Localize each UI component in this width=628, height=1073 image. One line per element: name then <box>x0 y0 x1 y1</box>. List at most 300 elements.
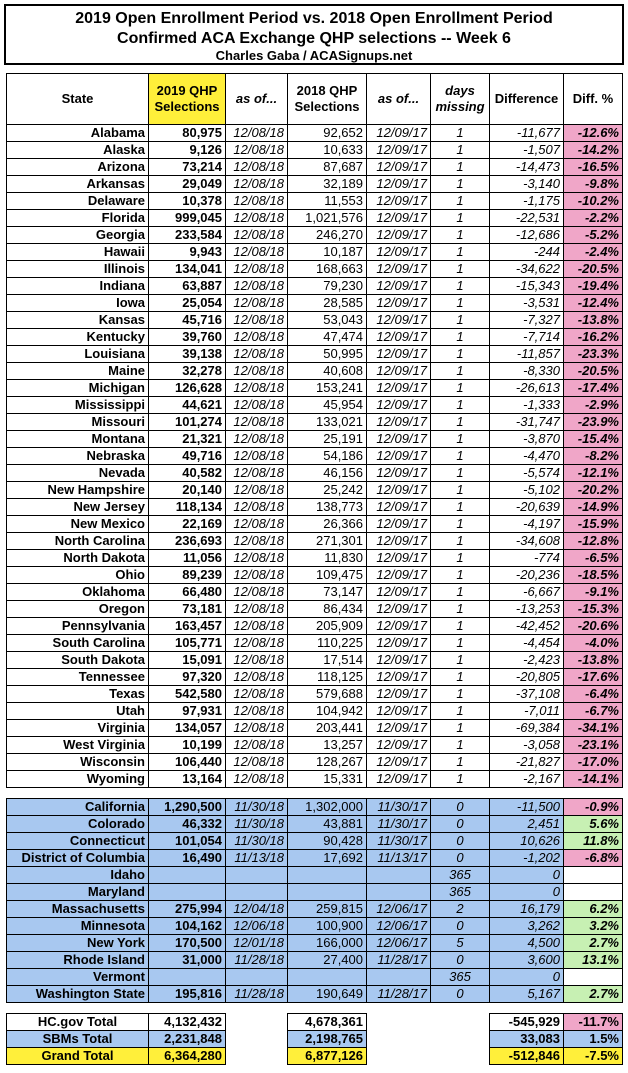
selections-2018-cell: 118,125 <box>288 669 367 686</box>
difference-cell: 5,167 <box>490 986 564 1003</box>
diff-pct-cell: -23.1% <box>564 737 623 754</box>
as-of-2019-cell: 12/08/18 <box>226 601 288 618</box>
as-of-2019-cell: 12/08/18 <box>226 771 288 788</box>
state-row <box>7 193 623 210</box>
selections-2019-cell: 4,132,432 <box>149 1014 226 1031</box>
as-of-2019-cell: 12/08/18 <box>226 720 288 737</box>
selections-2019-cell: 97,320 <box>149 669 226 686</box>
selections-2018-cell: 168,663 <box>288 261 367 278</box>
diff-pct-cell: -16.2% <box>564 329 623 346</box>
state-cell: Alabama <box>7 125 149 142</box>
difference-cell: -1,507 <box>490 142 564 159</box>
diff-pct-cell: -34.1% <box>564 720 623 737</box>
days-missing-cell: 1 <box>431 363 490 380</box>
diff-pct-cell <box>564 969 623 986</box>
as-of-2018-cell <box>367 884 431 901</box>
difference-cell: -7,714 <box>490 329 564 346</box>
diff-pct-cell: -4.0% <box>564 635 623 652</box>
selections-2018-cell: 54,186 <box>288 448 367 465</box>
diff-pct-cell: 1.5% <box>564 1031 623 1048</box>
selections-2019-cell <box>149 867 226 884</box>
days-missing-cell: 1 <box>431 771 490 788</box>
total-row <box>7 1031 623 1048</box>
state-cell: Connecticut <box>7 833 149 850</box>
difference-cell: -5,102 <box>490 482 564 499</box>
diff-pct-cell: 2.7% <box>564 935 623 952</box>
difference-cell: -7,327 <box>490 312 564 329</box>
state-cell: Delaware <box>7 193 149 210</box>
as-of-2019-cell <box>226 884 288 901</box>
difference-cell: -11,500 <box>490 799 564 816</box>
state-row <box>7 533 623 550</box>
state-row <box>7 499 623 516</box>
as-of-2019-cell: 12/08/18 <box>226 261 288 278</box>
state-row <box>7 601 623 618</box>
diff-pct-cell: -20.6% <box>564 618 623 635</box>
state-cell: South Carolina <box>7 635 149 652</box>
difference-cell: -1,175 <box>490 193 564 210</box>
as-of-2018-cell <box>367 1014 431 1031</box>
state-cell: Arizona <box>7 159 149 176</box>
state-row <box>7 550 623 567</box>
state-row <box>7 176 623 193</box>
state-row <box>7 210 623 227</box>
diff-pct-cell: -6.5% <box>564 550 623 567</box>
days-missing-cell: 1 <box>431 720 490 737</box>
difference-cell: -4,470 <box>490 448 564 465</box>
as-of-2018-cell: 12/09/17 <box>367 771 431 788</box>
state-cell: Hawaii <box>7 244 149 261</box>
state-cell: New Jersey <box>7 499 149 516</box>
days-missing-cell: 365 <box>431 867 490 884</box>
difference-cell: 0 <box>490 867 564 884</box>
difference-cell: -512,846 <box>490 1048 564 1065</box>
diff-pct-cell: -20.5% <box>564 363 623 380</box>
selections-2018-cell: 43,881 <box>288 816 367 833</box>
selections-2018-cell: 28,585 <box>288 295 367 312</box>
as-of-2018-cell: 12/09/17 <box>367 737 431 754</box>
state-cell: Wyoming <box>7 771 149 788</box>
selections-2019-cell: 97,931 <box>149 703 226 720</box>
as-of-2019-cell <box>226 867 288 884</box>
days-missing-cell: 1 <box>431 567 490 584</box>
as-of-2018-cell: 12/09/17 <box>367 584 431 601</box>
as-of-2019-cell: 12/08/18 <box>226 193 288 210</box>
header-2018-selections: 2018 QHP Selections <box>288 74 367 125</box>
state-cell: HC.gov Total <box>7 1014 149 1031</box>
selections-2018-cell: 259,815 <box>288 901 367 918</box>
as-of-2019-cell: 12/08/18 <box>226 448 288 465</box>
difference-cell: -8,330 <box>490 363 564 380</box>
state-cell: Grand Total <box>7 1048 149 1065</box>
as-of-2018-cell: 12/09/17 <box>367 159 431 176</box>
selections-2019-cell: 1,290,500 <box>149 799 226 816</box>
selections-2018-cell: 4,678,361 <box>288 1014 367 1031</box>
selections-2019-cell: 170,500 <box>149 935 226 952</box>
diff-pct-cell: -20.2% <box>564 482 623 499</box>
selections-2018-cell: 271,301 <box>288 533 367 550</box>
selections-2019-cell: 163,457 <box>149 618 226 635</box>
state-cell: Illinois <box>7 261 149 278</box>
as-of-2019-cell <box>226 1014 288 1031</box>
selections-2019-cell: 9,126 <box>149 142 226 159</box>
difference-cell: -37,108 <box>490 686 564 703</box>
state-cell: California <box>7 799 149 816</box>
as-of-2018-cell: 12/09/17 <box>367 278 431 295</box>
diff-pct-cell: -16.5% <box>564 159 623 176</box>
state-row <box>7 686 623 703</box>
report-title-box <box>4 4 624 65</box>
difference-cell: -22,531 <box>490 210 564 227</box>
selections-2019-cell: 31,000 <box>149 952 226 969</box>
difference-cell: 2,451 <box>490 816 564 833</box>
selections-2018-cell: 110,225 <box>288 635 367 652</box>
days-missing-cell: 1 <box>431 601 490 618</box>
difference-cell: -15,343 <box>490 278 564 295</box>
state-cell: Idaho <box>7 867 149 884</box>
sbm-state-row <box>7 901 623 918</box>
as-of-2018-cell: 11/30/17 <box>367 799 431 816</box>
days-missing-cell: 1 <box>431 125 490 142</box>
as-of-2019-cell: 12/08/18 <box>226 686 288 703</box>
selections-2018-cell: 50,995 <box>288 346 367 363</box>
diff-pct-cell: -14.1% <box>564 771 623 788</box>
selections-2019-cell: 126,628 <box>149 380 226 397</box>
days-missing-cell: 1 <box>431 159 490 176</box>
state-cell: West Virginia <box>7 737 149 754</box>
as-of-2019-cell <box>226 1048 288 1065</box>
diff-pct-cell: -17.4% <box>564 380 623 397</box>
state-row <box>7 618 623 635</box>
diff-pct-cell: 5.6% <box>564 816 623 833</box>
selections-2019-cell <box>149 969 226 986</box>
report-author: Charles Gaba / ACASignups.net <box>215 48 413 63</box>
difference-cell: -3,140 <box>490 176 564 193</box>
as-of-2018-cell: 12/09/17 <box>367 312 431 329</box>
selections-2018-cell: 138,773 <box>288 499 367 516</box>
selections-2018-cell: 1,021,576 <box>288 210 367 227</box>
diff-pct-cell: -5.2% <box>564 227 623 244</box>
as-of-2018-cell: 12/09/17 <box>367 652 431 669</box>
sbm-state-row <box>7 799 623 816</box>
state-cell: South Dakota <box>7 652 149 669</box>
as-of-2019-cell: 12/08/18 <box>226 414 288 431</box>
selections-2018-cell: 15,331 <box>288 771 367 788</box>
state-row <box>7 295 623 312</box>
as-of-2018-cell: 12/09/17 <box>367 499 431 516</box>
selections-2018-cell: 73,147 <box>288 584 367 601</box>
selections-2019-cell: 16,490 <box>149 850 226 867</box>
state-row <box>7 380 623 397</box>
state-cell: Washington State <box>7 986 149 1003</box>
selections-2019-cell: 29,049 <box>149 176 226 193</box>
days-missing-cell: 1 <box>431 754 490 771</box>
state-row <box>7 567 623 584</box>
diff-pct-cell: -17.6% <box>564 669 623 686</box>
diff-pct-cell: -14.2% <box>564 142 623 159</box>
days-missing-cell: 1 <box>431 380 490 397</box>
as-of-2018-cell: 12/09/17 <box>367 363 431 380</box>
difference-cell: -14,473 <box>490 159 564 176</box>
difference-cell: 4,500 <box>490 935 564 952</box>
as-of-2018-cell: 12/09/17 <box>367 465 431 482</box>
selections-2018-cell: 26,366 <box>288 516 367 533</box>
header-state: State <box>7 74 149 125</box>
as-of-2019-cell: 12/08/18 <box>226 295 288 312</box>
days-missing-cell: 1 <box>431 244 490 261</box>
selections-2019-cell: 999,045 <box>149 210 226 227</box>
state-cell: Mississippi <box>7 397 149 414</box>
difference-cell: -1,333 <box>490 397 564 414</box>
as-of-2018-cell: 12/09/17 <box>367 414 431 431</box>
difference-cell: -12,686 <box>490 227 564 244</box>
state-cell: Utah <box>7 703 149 720</box>
selections-2018-cell: 40,608 <box>288 363 367 380</box>
diff-pct-cell: -17.0% <box>564 754 623 771</box>
as-of-2018-cell: 12/09/17 <box>367 329 431 346</box>
sbm-table <box>6 798 623 1003</box>
selections-2019-cell: 22,169 <box>149 516 226 533</box>
state-cell: New Mexico <box>7 516 149 533</box>
difference-cell: -6,667 <box>490 584 564 601</box>
selections-2019-cell: 2,231,848 <box>149 1031 226 1048</box>
as-of-2018-cell: 12/09/17 <box>367 142 431 159</box>
days-missing-cell: 1 <box>431 737 490 754</box>
days-missing-cell: 0 <box>431 918 490 935</box>
difference-cell: -2,167 <box>490 771 564 788</box>
as-of-2018-cell: 12/09/17 <box>367 686 431 703</box>
difference-cell: 0 <box>490 884 564 901</box>
sbm-state-row <box>7 952 623 969</box>
as-of-2019-cell: 12/08/18 <box>226 567 288 584</box>
as-of-2019-cell: 12/08/18 <box>226 125 288 142</box>
selections-2018-cell: 90,428 <box>288 833 367 850</box>
state-cell: Nevada <box>7 465 149 482</box>
selections-2018-cell: 128,267 <box>288 754 367 771</box>
diff-pct-cell: -8.2% <box>564 448 623 465</box>
as-of-2018-cell: 12/09/17 <box>367 125 431 142</box>
days-missing-cell: 1 <box>431 465 490 482</box>
as-of-2019-cell: 12/08/18 <box>226 618 288 635</box>
as-of-2019-cell: 12/08/18 <box>226 669 288 686</box>
state-row <box>7 584 623 601</box>
state-row <box>7 397 623 414</box>
selections-2018-cell: 6,877,126 <box>288 1048 367 1065</box>
selections-2018-cell: 10,633 <box>288 142 367 159</box>
difference-cell: -244 <box>490 244 564 261</box>
difference-cell: -11,857 <box>490 346 564 363</box>
state-cell: Kentucky <box>7 329 149 346</box>
state-cell: Michigan <box>7 380 149 397</box>
days-missing-cell: 1 <box>431 703 490 720</box>
selections-2018-cell: 11,553 <box>288 193 367 210</box>
days-missing-cell: 0 <box>431 816 490 833</box>
selections-2019-cell: 15,091 <box>149 652 226 669</box>
selections-2019-cell: 25,054 <box>149 295 226 312</box>
state-cell: Vermont <box>7 969 149 986</box>
selections-2018-cell: 100,900 <box>288 918 367 935</box>
difference-cell: -545,929 <box>490 1014 564 1031</box>
selections-2019-cell: 73,181 <box>149 601 226 618</box>
state-row <box>7 771 623 788</box>
difference-cell: -1,202 <box>490 850 564 867</box>
as-of-2018-cell: 12/09/17 <box>367 176 431 193</box>
selections-2018-cell: 27,400 <box>288 952 367 969</box>
days-missing-cell: 1 <box>431 669 490 686</box>
days-missing-cell: 1 <box>431 431 490 448</box>
selections-2019-cell: 45,716 <box>149 312 226 329</box>
as-of-2018-cell: 12/09/17 <box>367 550 431 567</box>
diff-pct-cell: -12.1% <box>564 465 623 482</box>
state-row <box>7 227 623 244</box>
selections-2018-cell: 92,652 <box>288 125 367 142</box>
as-of-2019-cell: 11/30/18 <box>226 816 288 833</box>
state-row <box>7 414 623 431</box>
diff-pct-cell: -2.9% <box>564 397 623 414</box>
selections-2018-cell: 166,000 <box>288 935 367 952</box>
diff-pct-cell: -12.4% <box>564 295 623 312</box>
as-of-2018-cell: 12/09/17 <box>367 754 431 771</box>
days-missing-cell: 1 <box>431 516 490 533</box>
difference-cell: -31,747 <box>490 414 564 431</box>
state-cell: Missouri <box>7 414 149 431</box>
total-row <box>7 1048 623 1065</box>
state-cell: Massachusetts <box>7 901 149 918</box>
as-of-2019-cell: 12/08/18 <box>226 244 288 261</box>
as-of-2019-cell <box>226 969 288 986</box>
days-missing-cell: 1 <box>431 448 490 465</box>
selections-2018-cell: 205,909 <box>288 618 367 635</box>
report-subtitle: Confirmed ACA Exchange QHP selections -- Week 6 <box>117 30 511 47</box>
selections-2019-cell: 275,994 <box>149 901 226 918</box>
header-2018-as-of: as of... <box>367 74 431 125</box>
days-missing-cell: 1 <box>431 550 490 567</box>
state-cell: Georgia <box>7 227 149 244</box>
as-of-2019-cell: 12/04/18 <box>226 901 288 918</box>
diff-pct-cell: -19.4% <box>564 278 623 295</box>
selections-2019-cell: 32,278 <box>149 363 226 380</box>
difference-cell: -3,531 <box>490 295 564 312</box>
days-missing-cell: 0 <box>431 799 490 816</box>
total-row <box>7 1014 623 1031</box>
sbm-state-row <box>7 918 623 935</box>
diff-pct-cell: -12.8% <box>564 533 623 550</box>
as-of-2019-cell: 11/30/18 <box>226 799 288 816</box>
state-cell: Montana <box>7 431 149 448</box>
diff-pct-cell: -15.4% <box>564 431 623 448</box>
state-row <box>7 482 623 499</box>
state-cell: Tennessee <box>7 669 149 686</box>
difference-cell: -5,574 <box>490 465 564 482</box>
selections-2018-cell: 53,043 <box>288 312 367 329</box>
diff-pct-cell: -23.9% <box>564 414 623 431</box>
state-row <box>7 363 623 380</box>
selections-2018-cell: 109,475 <box>288 567 367 584</box>
selections-2019-cell <box>149 884 226 901</box>
as-of-2018-cell: 12/09/17 <box>367 635 431 652</box>
as-of-2019-cell: 12/01/18 <box>226 935 288 952</box>
state-cell: Alaska <box>7 142 149 159</box>
as-of-2018-cell: 11/30/17 <box>367 833 431 850</box>
state-row <box>7 142 623 159</box>
diff-pct-cell: -6.7% <box>564 703 623 720</box>
diff-pct-cell: -20.5% <box>564 261 623 278</box>
as-of-2018-cell: 12/09/17 <box>367 482 431 499</box>
selections-2019-cell: 40,582 <box>149 465 226 482</box>
state-row <box>7 125 623 142</box>
as-of-2019-cell: 12/08/18 <box>226 703 288 720</box>
state-row <box>7 669 623 686</box>
state-cell: Maine <box>7 363 149 380</box>
selections-2018-cell: 246,270 <box>288 227 367 244</box>
as-of-2018-cell: 12/06/17 <box>367 901 431 918</box>
state-cell: Arkansas <box>7 176 149 193</box>
selections-2019-cell: 6,364,280 <box>149 1048 226 1065</box>
sbm-state-row <box>7 867 623 884</box>
header-row <box>7 74 623 125</box>
as-of-2019-cell: 12/08/18 <box>226 635 288 652</box>
selections-2019-cell: 63,887 <box>149 278 226 295</box>
selections-2019-cell: 101,054 <box>149 833 226 850</box>
diff-pct-cell: -15.3% <box>564 601 623 618</box>
diff-pct-cell: -13.8% <box>564 312 623 329</box>
selections-2018-cell: 87,687 <box>288 159 367 176</box>
selections-2019-cell: 20,140 <box>149 482 226 499</box>
days-missing-cell: 1 <box>431 397 490 414</box>
days-missing-cell: 1 <box>431 652 490 669</box>
state-cell: Louisiana <box>7 346 149 363</box>
state-cell: Minnesota <box>7 918 149 935</box>
as-of-2019-cell: 12/08/18 <box>226 142 288 159</box>
selections-2019-cell: 80,975 <box>149 125 226 142</box>
selections-2019-cell: 44,621 <box>149 397 226 414</box>
selections-2019-cell: 46,332 <box>149 816 226 833</box>
days-missing-cell: 0 <box>431 986 490 1003</box>
diff-pct-cell: -2.4% <box>564 244 623 261</box>
difference-cell: 0 <box>490 969 564 986</box>
state-cell: New Hampshire <box>7 482 149 499</box>
difference-cell: -34,622 <box>490 261 564 278</box>
state-cell: SBMs Total <box>7 1031 149 1048</box>
state-cell: Texas <box>7 686 149 703</box>
as-of-2018-cell: 12/09/17 <box>367 669 431 686</box>
difference-cell: -20,805 <box>490 669 564 686</box>
days-missing-cell: 1 <box>431 193 490 210</box>
sbm-state-row <box>7 850 623 867</box>
report-title: 2019 Open Enrollment Period vs. 2018 Open Enrollment Period <box>75 10 553 27</box>
diff-pct-cell: 3.2% <box>564 918 623 935</box>
state-row <box>7 652 623 669</box>
selections-2019-cell: 66,480 <box>149 584 226 601</box>
days-missing-cell <box>431 1014 490 1031</box>
selections-2019-cell: 134,057 <box>149 720 226 737</box>
as-of-2019-cell: 12/06/18 <box>226 918 288 935</box>
days-missing-cell: 1 <box>431 261 490 278</box>
diff-pct-cell: -9.1% <box>564 584 623 601</box>
days-missing-cell: 365 <box>431 969 490 986</box>
diff-pct-cell: -13.8% <box>564 652 623 669</box>
state-row <box>7 465 623 482</box>
selections-2019-cell: 101,274 <box>149 414 226 431</box>
days-missing-cell: 1 <box>431 227 490 244</box>
selections-2019-cell: 73,214 <box>149 159 226 176</box>
selections-2018-cell: 25,191 <box>288 431 367 448</box>
as-of-2019-cell: 12/08/18 <box>226 397 288 414</box>
state-cell: North Carolina <box>7 533 149 550</box>
days-missing-cell: 1 <box>431 414 490 431</box>
difference-cell: -42,452 <box>490 618 564 635</box>
as-of-2019-cell <box>226 1031 288 1048</box>
